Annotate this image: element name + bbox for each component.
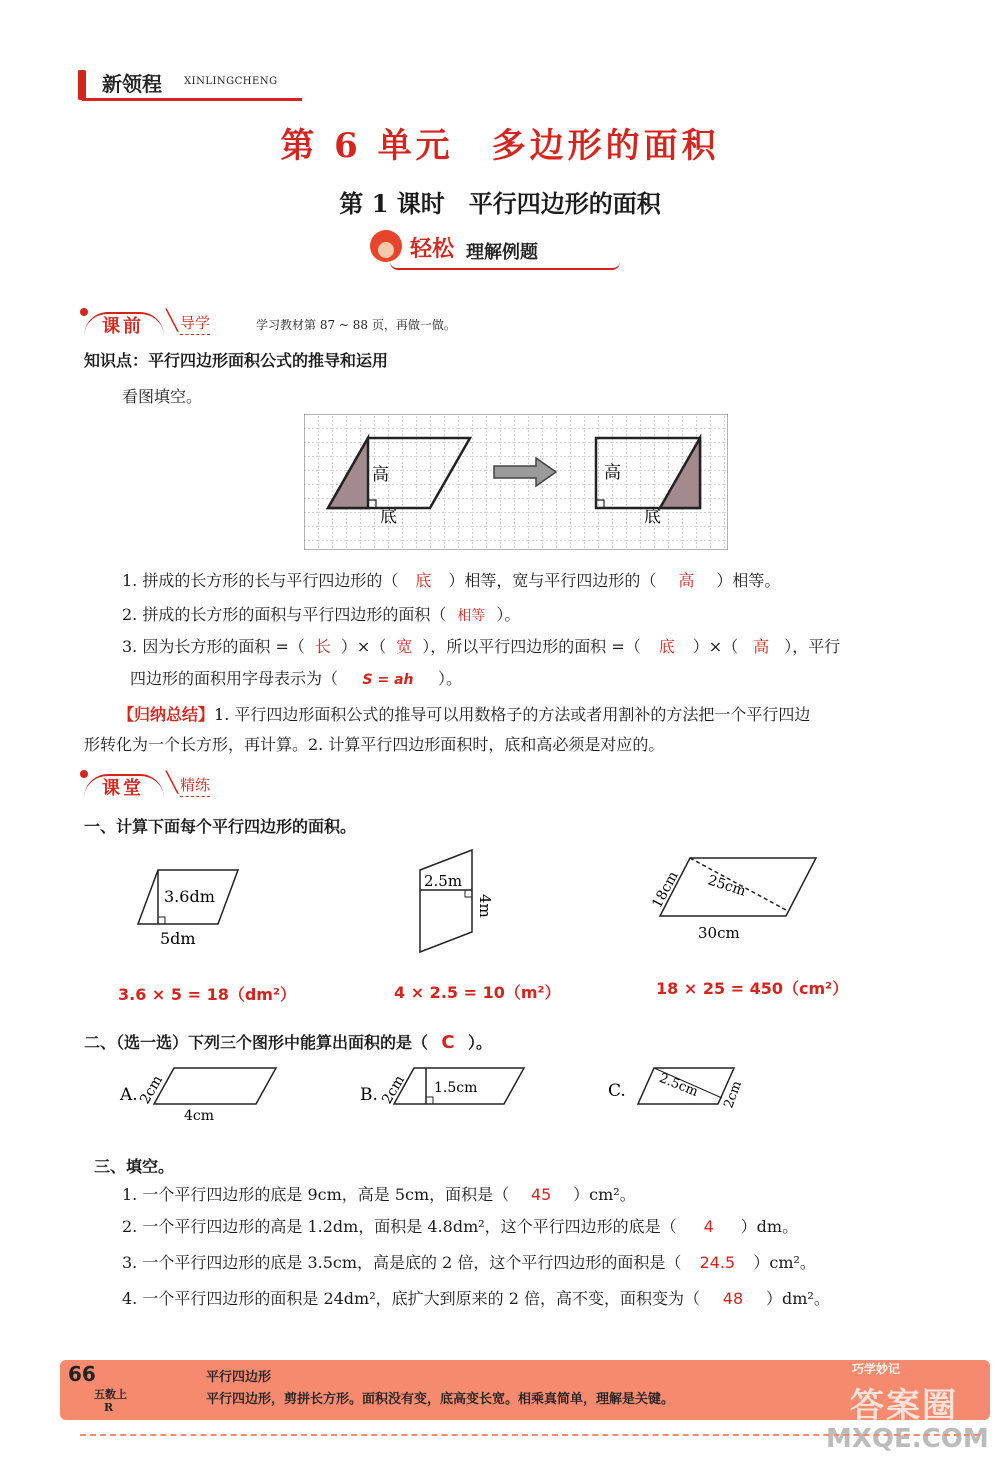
part3-q4 bbox=[122, 1286, 830, 1309]
summary-label: 【归纳总结】 bbox=[118, 705, 215, 724]
pre-q2-text-a: 2. 拼成的长方形的面积与平行四边形的面积（ bbox=[122, 605, 447, 624]
cartoon-face-icon bbox=[378, 242, 394, 258]
part3-q2-text-a: 2. 一个平行四边形的高是 1.2dm，面积是 4.8dm²，这个平行四边形的底是（ bbox=[122, 1217, 677, 1236]
part3-q3-answer: 24.5 bbox=[699, 1253, 736, 1272]
pre-q3-text-c: ），所以平行四边形的面积 =（ bbox=[422, 637, 641, 656]
pre-q3-ans2: 宽 bbox=[396, 637, 413, 656]
section-slash: ╲ bbox=[166, 770, 179, 794]
parallelogram-fig-3 bbox=[646, 850, 826, 946]
brand-mark bbox=[78, 70, 86, 100]
parallelogram-fig-1 bbox=[130, 860, 250, 952]
option-b-tag: B. bbox=[360, 1085, 378, 1105]
section-slash: ╲ bbox=[166, 308, 179, 332]
option-c-tag: C. bbox=[608, 1081, 626, 1101]
part3-q3 bbox=[122, 1250, 816, 1273]
fig1-answer: 3.6 × 5 = 18（dm²） bbox=[118, 985, 296, 1004]
banner-easy: 轻松 bbox=[410, 236, 455, 262]
option-c-height: 2.5cm bbox=[657, 1070, 701, 1100]
part3-q1-answer: 45 bbox=[530, 1185, 552, 1204]
pre-q3-text-e: ），平行 bbox=[784, 637, 841, 656]
fig3-answer: 18 × 25 = 450（cm²） bbox=[656, 979, 849, 998]
pre-class-header bbox=[80, 302, 580, 337]
instruction: 看图填空。 bbox=[122, 387, 203, 406]
part2-title bbox=[84, 1030, 492, 1053]
part3-title: 三、填空。 bbox=[94, 1157, 175, 1176]
rect-height-label: 高 bbox=[604, 463, 621, 483]
base-label: 底 bbox=[380, 507, 397, 527]
pre-q3-line2 bbox=[130, 666, 462, 689]
part3-q4-answer: 48 bbox=[722, 1289, 744, 1308]
watermark-url: MXQE.COM bbox=[826, 1424, 989, 1454]
pre-q3 bbox=[122, 634, 840, 657]
pre-q2-text-b: ）。 bbox=[496, 605, 521, 624]
summary-line2: 形转化为一个长方形，再计算。2. 计算平行四边形面积时，底和高必须是对应的。 bbox=[84, 735, 665, 754]
pre-q1-text-a: 1. 拼成的长方形的长与平行四边形的（ bbox=[122, 571, 399, 590]
option-b-side: 2cm bbox=[379, 1072, 408, 1107]
brand-sub: XINLINGCHENG bbox=[184, 76, 278, 87]
option-a-side: 2cm bbox=[137, 1072, 166, 1107]
pre-q1-ans1: 底 bbox=[415, 571, 432, 590]
footer-badge: 巧学妙记 bbox=[852, 1362, 901, 1376]
unit-title: 第 6 单元 多边形的面积 bbox=[280, 126, 720, 166]
fig1-height-label: 3.6dm bbox=[164, 887, 215, 906]
section-dot-icon bbox=[80, 770, 88, 778]
pre-class-label: 课前 bbox=[102, 316, 144, 337]
fig1-base-label: 5dm bbox=[160, 929, 196, 948]
footer-title: 平行四边形 bbox=[206, 1370, 272, 1385]
pre-q3-ans5: S = ah bbox=[362, 672, 414, 688]
page-grade bbox=[94, 1388, 127, 1414]
fig2-base-label: 4m bbox=[476, 894, 494, 918]
option-a-tag: A. bbox=[120, 1085, 138, 1105]
banner-wave bbox=[390, 262, 620, 270]
pre-q3-text-d: ）×（ bbox=[692, 637, 739, 656]
footer-rhyme: 平行四边形，剪拼长方形。面积没有变，底高变长宽。相乘真简单，理解是关键。 bbox=[206, 1392, 675, 1407]
fig3-height-label: 25cm bbox=[705, 872, 748, 900]
pre-q3-text-b: ）×（ bbox=[340, 637, 387, 656]
banner-rest: 理解例题 bbox=[466, 242, 538, 263]
rect-base-label: 底 bbox=[644, 507, 661, 527]
pre-q3-ans3: 底 bbox=[658, 637, 675, 656]
pre-q1 bbox=[122, 568, 780, 591]
parallelogram-to-rectangle-figure bbox=[304, 414, 728, 550]
watermark-logo: 答案圈 bbox=[850, 1386, 958, 1426]
height-label: 高 bbox=[372, 465, 389, 485]
fig3-base-label: 30cm bbox=[698, 924, 740, 942]
part3-q2 bbox=[122, 1214, 798, 1237]
part3-q3-text-b: ）cm²。 bbox=[753, 1253, 816, 1272]
part3-q1 bbox=[122, 1182, 636, 1205]
pre-class-note: 学习教材第 87 ~ 88 页，再做一做。 bbox=[256, 318, 456, 332]
pre-q3-line2-text-a: 四边形的面积用字母表示为（ bbox=[130, 669, 339, 688]
section-dot-icon bbox=[80, 308, 88, 316]
knowledge-point: 知识点：平行四边形面积公式的推导和运用 bbox=[84, 351, 389, 370]
part3-q3-text-a: 3. 一个平行四边形的底是 3.5cm，高是底的 2 倍，这个平行四边形的面积是（ bbox=[122, 1253, 682, 1272]
fig3-side-label: 18cm bbox=[649, 868, 682, 911]
pre-class-sub: 导学 bbox=[180, 312, 210, 335]
brand-name: 新领程 bbox=[102, 72, 162, 96]
option-b-height: 1.5cm bbox=[434, 1080, 478, 1096]
part3-q4-text-a: 4. 一个平行四边形的面积是 24dm²，底扩大到原来的 2 倍，高不变，面积变为（ bbox=[122, 1289, 700, 1308]
parallelogram-fig-2 bbox=[410, 846, 500, 966]
option-a-figure bbox=[118, 1060, 298, 1126]
option-b-figure bbox=[358, 1060, 538, 1126]
pre-q3-ans1: 长 bbox=[314, 637, 331, 656]
pre-q3-text-a: 3. 因为长方形的面积 =（ bbox=[122, 637, 305, 656]
part2-answer: C bbox=[441, 1032, 455, 1053]
summary-line1 bbox=[118, 702, 810, 725]
fig2-height-label: 2.5m bbox=[424, 872, 463, 890]
part2-title-b: ）。 bbox=[468, 1033, 493, 1052]
part2-title-a: 二、（选一选）下列三个图形中能算出面积的是（ bbox=[84, 1033, 429, 1052]
part3-q2-text-b: ）dm。 bbox=[740, 1217, 799, 1236]
page-footer bbox=[0, 1338, 1000, 1462]
option-a-base: 4cm bbox=[184, 1108, 215, 1124]
part3-q1-text-a: 1. 一个平行四边形的底是 9cm，高是 5cm，面积是（ bbox=[122, 1185, 510, 1204]
pre-q1-text-c: ）相等。 bbox=[716, 571, 781, 590]
page-edition: R bbox=[104, 1401, 114, 1414]
fig2-answer: 4 × 2.5 = 10（m²） bbox=[394, 983, 561, 1002]
example-banner bbox=[360, 228, 620, 274]
summary-text-1: 1. 平行四边形面积公式的推导可以用数格子的方法或者用割补的方法把一个平行四边 bbox=[214, 705, 811, 724]
lesson-title: 第 1 课时 平行四边形的面积 bbox=[339, 189, 661, 218]
page-grade-text: 五数上 bbox=[94, 1388, 127, 1401]
pre-q3-ans4: 高 bbox=[753, 637, 770, 656]
pre-q2-ans: 相等 bbox=[457, 608, 486, 624]
option-c-side: 2cm bbox=[721, 1079, 746, 1111]
in-class-label: 课堂 bbox=[102, 778, 144, 799]
part3-q2-answer: 4 bbox=[703, 1217, 714, 1236]
brand-underline bbox=[82, 98, 302, 101]
pre-q1-ans2: 高 bbox=[678, 571, 695, 590]
part1-title: 一、计算下面每个平行四边形的面积。 bbox=[84, 817, 357, 836]
part3-q1-text-b: ）cm²。 bbox=[573, 1185, 636, 1204]
pre-q3-line2-text-b: ）。 bbox=[438, 669, 463, 688]
option-c-figure bbox=[606, 1058, 756, 1128]
in-class-header bbox=[80, 764, 380, 799]
pre-q1-text-b: ）相等，宽与平行四边形的（ bbox=[448, 571, 657, 590]
in-class-sub: 精练 bbox=[180, 774, 210, 797]
brand-logo bbox=[76, 64, 306, 108]
part3-q4-text-b: ）dm²。 bbox=[765, 1289, 830, 1308]
pre-q2 bbox=[122, 602, 520, 625]
page-number: 66 bbox=[68, 1362, 96, 1386]
footer-dash bbox=[80, 1434, 980, 1436]
